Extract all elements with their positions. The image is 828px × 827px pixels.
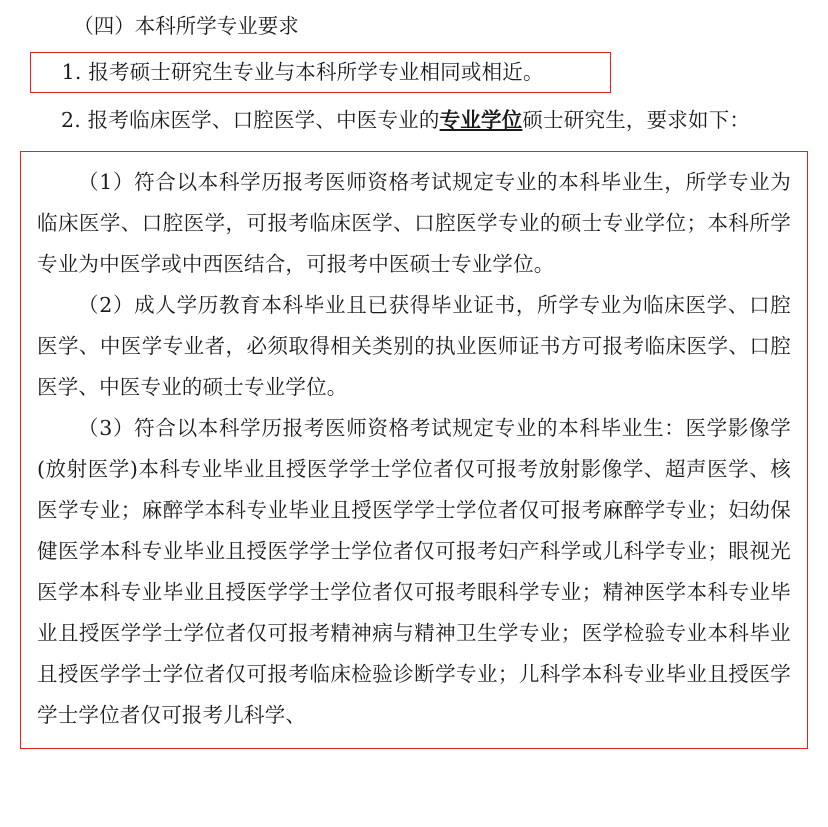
- section-heading: （四）本科所学专业要求: [73, 14, 299, 38]
- sub-item-2: （2）成人学历教育本科毕业且已获得毕业证书，所学专业为临床医学、口腔医学、中医学专业者，必须取得相关类别的执业医师证书方可报考临床医学、口腔医学、中医专业的硕士专业学位。: [37, 293, 791, 399]
- highlight-box-item-1: [30, 52, 611, 93]
- highlight-box-items-1-3: [20, 151, 808, 749]
- item-2-text: [20, 99, 808, 141]
- item-2-emphasis: 专业学位: [439, 108, 523, 132]
- sub-item-1: （1）符合以本科学历报考医师资格考试规定专业的本科毕业生，所学专业为临床医学、口腔医学，可报考临床医学、口腔医学专业的硕士专业学位；本科所学专业为中医学或中西医结合，可报考中医硕士专业学位。: [37, 170, 791, 276]
- sub-item-3: （3）符合以本科学历报考医师资格考试规定专业的本科毕业生：医学影像学(放射医学)本科专业毕业且授医学学士学位者仅可报考放射影像学、超声医学、核医学专业；麻醉学本科专业毕业且授医学学士学位者仅可报考麻醉学专业；妇幼保健医学本科专业毕业且授医学学士学位者仅可报考妇产科学或儿科学专业；眼视光医学本科专业毕业且授医学学士学位者仅可报考眼科学专业；精神医学本科专业毕业且授医学学士学位者仅可报考精神病与精神卫生学专业；医学检验专业本科毕业且授医学学士学位者仅可报考临床检验诊断学专业；儿科学本科专业毕业且授医学学士学位者仅可报考儿科学、: [37, 416, 791, 727]
- item-2-block: [20, 99, 808, 141]
- item-2-suffix: 硕士研究生，要求如下：: [522, 108, 751, 132]
- item-2-prefix: 2. 报考临床医学、口腔医学、中医专业的: [61, 108, 440, 132]
- item-1-text: 1. 报考硕士研究生专业与本科所学专业相同或相近。: [61, 60, 544, 84]
